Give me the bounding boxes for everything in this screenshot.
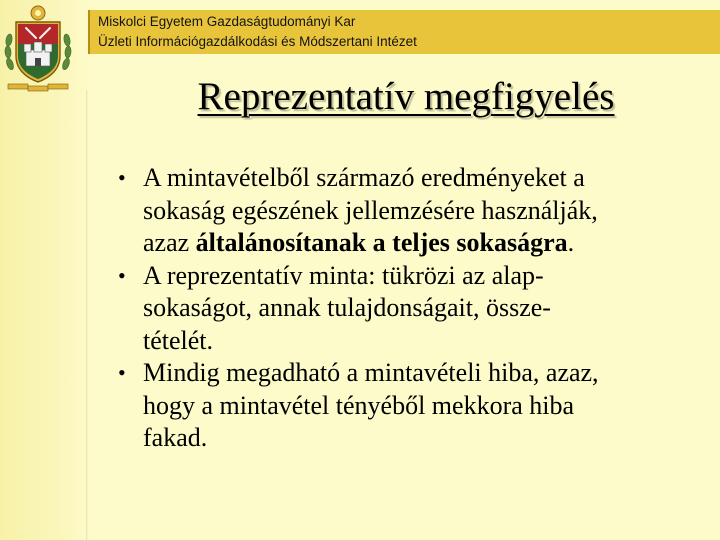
header-bar [88,10,720,54]
bullet-3-line-1: Mindig megadható a mintavételi hiba, azaz, [143,358,599,387]
bullet-1-emphasis: általánosítanak a teljes sokaságra [195,228,568,257]
header-line-institute: Üzleti Információgazdálkodási és Módszertani Intézet [98,34,417,49]
bullet-3-line-3: fakad. [143,423,208,452]
bullet-dot: • [118,165,126,190]
bullet-1-line-3-suffix: . [567,228,575,257]
slide-title: Reprezentatív megfigyelés [197,75,615,118]
bullet-3-line-2: hogy a mintavétel tényéből mekkora hiba [143,390,575,420]
bullet-2-line-2: sokaságot, annak tulajdonságait, össze- [143,293,551,322]
bullet-item-2 [118,260,714,358]
bullet-2-line-3: tételét. [143,325,214,355]
bullet-list [118,162,714,455]
divider [86,90,88,540]
bullet-1-line-2: sokaság egészének jellemzésére használják, [143,195,598,225]
bullet-1-line-1: A mintavételből származó eredményeket a [143,163,585,192]
bullet-1-line-3 [143,227,714,260]
bullet-1-line-3-prefix: azaz [143,228,196,257]
bullet-item-3 [118,357,714,455]
header-line-faculty: Miskolci Egyetem Gazdaságtudományi Kar [98,14,356,29]
bullet-2-line-1: A reprezentatív minta: tükrözi az alap- [143,260,544,290]
university-crest-icon [2,4,74,92]
bullet-dot: • [118,360,126,385]
bullet-item-1 [118,162,714,260]
bullet-dot: • [118,262,126,288]
